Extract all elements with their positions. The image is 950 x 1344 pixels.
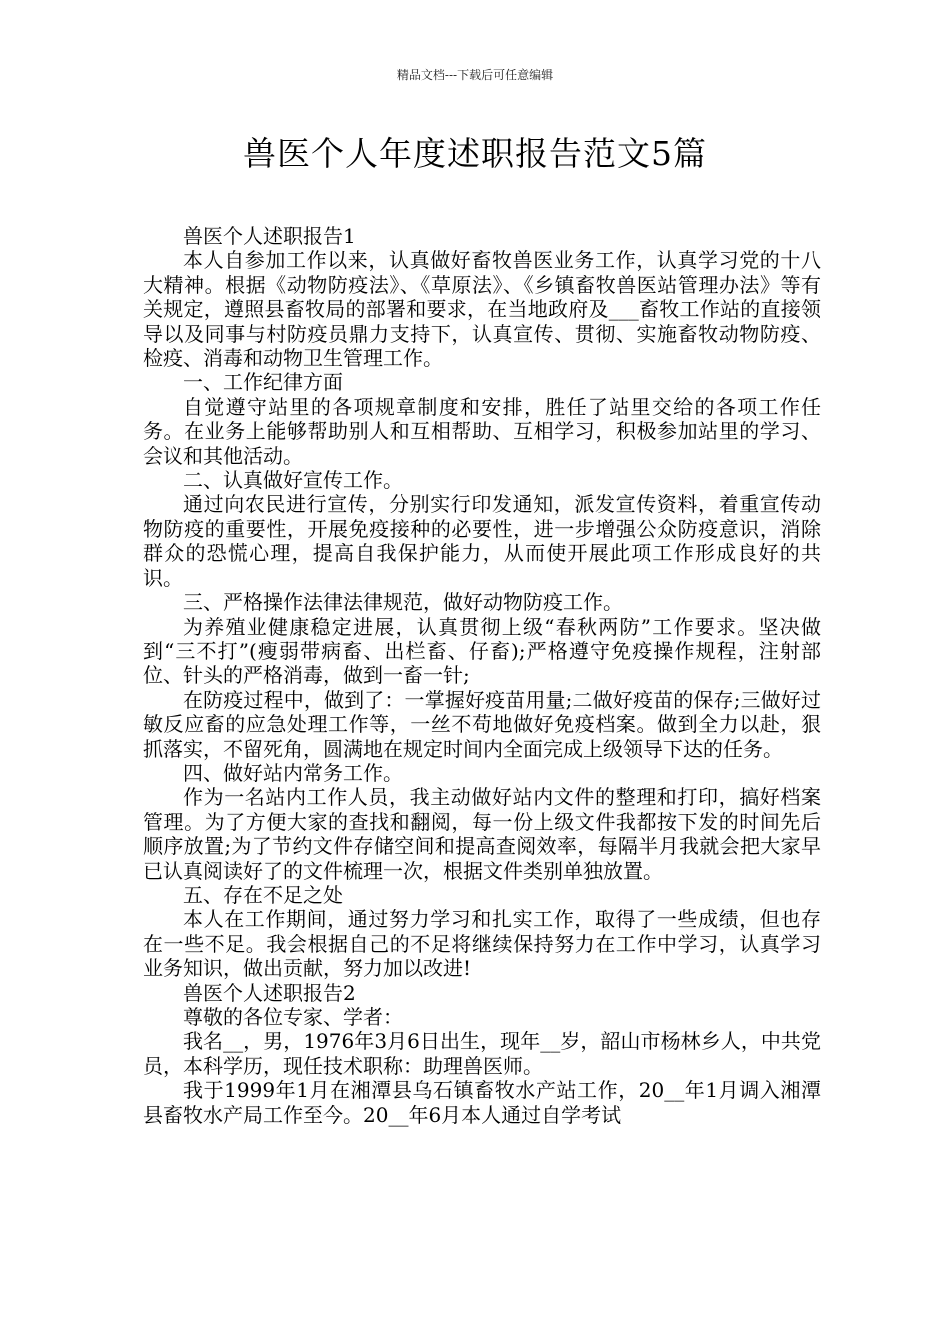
section-heading: 二、认真做好宣传工作。 xyxy=(183,468,403,493)
document-title: 兽医个人年度述职报告范文5篇 xyxy=(243,134,707,173)
section-heading: 五、存在不足之处 xyxy=(183,882,343,907)
body-paragraph: 本人在工作期间，通过努力学习和扎实工作，取得了一些成绩，但也存在一些不足。我会根据自己的不足将继续保持努力在工作中学习，认真学习业务知识，做出贡献，努力加以改进! xyxy=(143,907,821,981)
body-paragraph: 通过向农民进行宣传，分别实行印发通知，派发宣传资料，着重宣传动物防疫的重要性，开展免疫接种的必要性，进一步增强公众防疫意识，消除群众的恐慌心理，提高自我保护能力，从而使开展此项工作形成良好的共识。 xyxy=(143,492,821,590)
section-heading: 三、严格操作法律法律规范，做好动物防疫工作。 xyxy=(183,590,623,615)
body-paragraph: 尊敬的各位专家、学者： xyxy=(183,1005,403,1029)
document-body xyxy=(143,224,821,1127)
body-paragraph: 作为一名站内工作人员，我主动做好站内文件的整理和打印，搞好档案管理。为了方便大家的查找和翻阅，每一份上级文件我都按下发的时间先后顺序放置;为了节约文件存储空间和提高查阅效率，每隔半月我就会把大家早已认真阅读好了的文件梳理一次，根据文件类别单独放置。 xyxy=(143,785,821,883)
body-paragraph: 在防疫过程中，做到了：一掌握好疫苗用量;二做好疫苗的保存;三做好过敏反应畜的应急处理工作等，一丝不苟地做好免疫档案。做到全力以赴，狠抓落实，不留死角，圆满地在规定时间内全面完成上级领导下达的任务。 xyxy=(143,687,821,761)
body-paragraph: 本人自参加工作以来，认真做好畜牧兽医业务工作，认真学习党的十八大精神。根据《动物防疫法》、《草原法》、《乡镇畜牧兽医站管理办法》等有关规定，遵照县畜牧局的部署和要求，在当地政府及___畜牧工作站的直接领导以及同事与村防疫员鼎力支持下，认真宣传、贯彻、实施畜牧动物防疫、检疫、消毒和动物卫生管理工作。 xyxy=(143,248,821,371)
section-heading: 一、工作纪律方面 xyxy=(183,370,343,395)
body-paragraph: 我于1999年1月在湘潭县乌石镇畜牧水产站工作，20__年1月调入湘潭县畜牧水产局工作至今。20__年6月本人通过自学考试 xyxy=(143,1078,821,1127)
body-paragraph: 我名__，男，1976年3月6日出生，现年__岁，韶山市杨林乡人，中共党员，本科学历，现任技术职称：助理兽医师。 xyxy=(143,1029,821,1078)
body-paragraph: 为养殖业健康稳定进展，认真贯彻上级“春秋两防”工作要求。坚决做到“三不打”(瘦弱带病畜、出栏畜、仔畜);严格遵守免疫操作规程，注射部位、针头的严格消毒，做到一畜一针; xyxy=(143,614,821,688)
section-heading: 兽医个人述职报告2 xyxy=(183,980,356,1005)
body-paragraph: 自觉遵守站里的各项规章制度和安排，胜任了站里交给的各项工作任务。在业务上能够帮助别人和互相帮助、互相学习，积极参加站里的学习、会议和其他活动。 xyxy=(143,394,821,468)
section-heading: 兽医个人述职报告1 xyxy=(183,224,356,248)
section-heading: 四、做好站内常务工作。 xyxy=(183,760,403,785)
header-note: 精品文档---下载后可任意编辑 xyxy=(396,68,554,82)
